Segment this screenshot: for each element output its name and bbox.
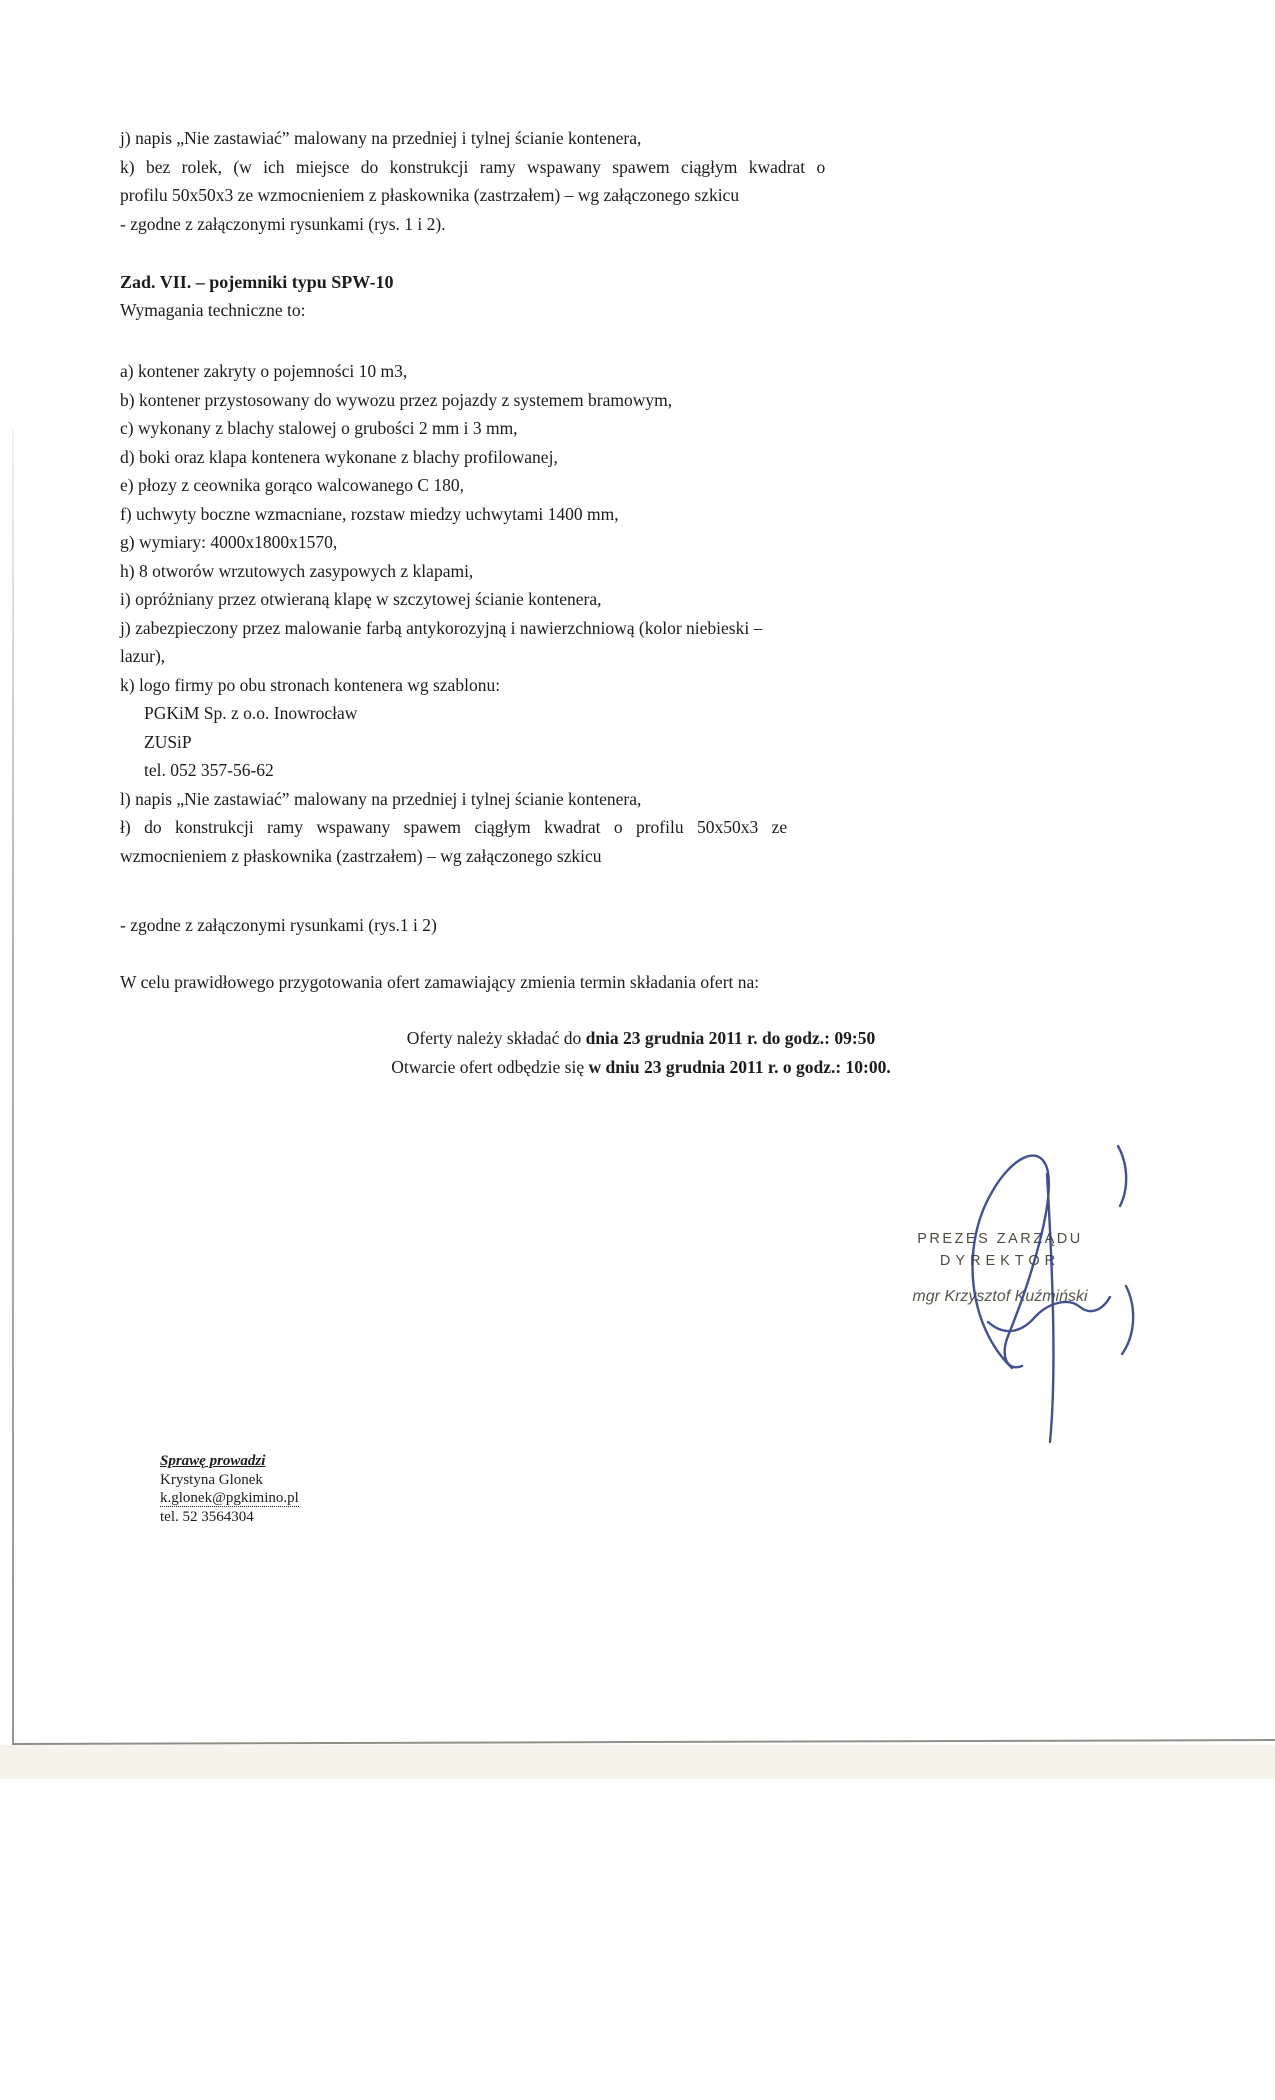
page-left-edge-line bbox=[12, 430, 14, 1746]
contact-phone: tel. 52 3564304 bbox=[160, 1508, 254, 1525]
spec-line-b: b) kontener przystosowany do wywozu przez pojazdy z systemem bramowym, bbox=[120, 389, 673, 410]
spec-line-a: a) kontener zakryty o pojemności 10 m3, bbox=[120, 361, 408, 381]
deadline-datetime: dnia 23 grudnia 2011 r. do godz.: 09:50 bbox=[585, 1028, 876, 1048]
spec-line-l-stroke-wrap: wzmocnieniem z płaskownika (zastrzałem) – wg załączonego szkicu bbox=[120, 845, 602, 866]
handwritten-signature bbox=[880, 1130, 1180, 1470]
spec-line-j: j) zabezpieczony przez malowanie farbą antykorozyjną i nawierzchniową (kolor niebieski – bbox=[120, 617, 763, 638]
contact-email: k.glonek@pgkimino.pl bbox=[160, 1490, 299, 1506]
signature-title-prezes: PREZES ZARZĄDU bbox=[917, 1231, 1083, 1247]
drawings-note: - zgodne z załączonymi rysunkami (rys.1 i 2) bbox=[120, 915, 437, 935]
spec-line-i: i) opróżniany przez otwieraną klapę w szczytowej ścianie kontenera, bbox=[120, 589, 602, 609]
intro-paragraph bbox=[120, 124, 1162, 238]
logo-zusip: ZUSiP bbox=[144, 731, 192, 752]
opening-datetime: w dniu 23 grudnia 2011 r. o godz.: 10:00. bbox=[588, 1057, 891, 1077]
spec-line-l: l) napis „Nie zastawiać” malowany na przedniej i tylnej ścianie kontenera, bbox=[120, 788, 642, 809]
deadline-line bbox=[120, 1024, 1162, 1053]
opening-prefix: Otwarcie ofert odbędzie się bbox=[391, 1057, 589, 1077]
spec-line-e: e) płozy z ceownika gorąco walcowanego C 180, bbox=[120, 475, 465, 495]
intro-line: j) napis „Nie zastawiać” malowany na przedniej i tylnej ścianie kontenera, bbox=[120, 128, 642, 148]
intro-line: - zgodne z załączonymi rysunkami (rys. 1 i 2). bbox=[120, 213, 446, 234]
spec-list bbox=[120, 357, 1162, 870]
deadline-prefix: Oferty należy składać do bbox=[406, 1028, 586, 1048]
spec-line-j-wrap: lazur), bbox=[120, 646, 166, 666]
logo-company-name: PGKiM Sp. z o.o. Inowrocław bbox=[144, 703, 358, 723]
contact-name: Krystyna Glonek bbox=[160, 1471, 263, 1488]
signature-name: mgr Krzysztof Kuźmiński bbox=[912, 1288, 1088, 1305]
logo-phone: tel. 052 357-56-62 bbox=[144, 760, 274, 780]
signature-title-dyrektor: DYREKTOR bbox=[939, 1253, 1061, 1269]
opening-line bbox=[120, 1053, 1162, 1082]
contact-block bbox=[160, 1452, 500, 1526]
intro-line: profilu 50x50x3 ze wzmocnieniem z płaskownika (zastrzałem) – wg załączonego szkicu bbox=[120, 185, 740, 205]
spec-line-k: k) logo firmy po obu stronach kontenera wg szablonu: bbox=[120, 674, 501, 695]
scanner-background-band bbox=[0, 1745, 1275, 1779]
spec-line-d: d) boki oraz klapa kontenera wykonane z blachy profilowanej, bbox=[120, 446, 558, 467]
spec-line-g: g) wymiary: 4000x1800x1570, bbox=[120, 532, 338, 552]
contact-heading: Sprawę prowadzi bbox=[160, 1453, 266, 1469]
intro-line: k) bez rolek, (w ich miejsce do konstrukcji ramy wspawany spawem ciągłym kwadrat o bbox=[120, 156, 826, 177]
spec-line-l-stroke: ł) do konstrukcji ramy wspawany spawem ciągłym kwadrat o profilu 50x50x3 ze bbox=[120, 817, 788, 837]
spec-line-h: h) 8 otworów wrzutowych zasypowych z klapami, bbox=[120, 560, 474, 581]
spec-line-c: c) wykonany z blachy stalowej o grubości 2 mm i 3 mm, bbox=[120, 418, 518, 438]
section-subheading: Wymagania techniczne to: bbox=[120, 300, 306, 320]
spec-line-f: f) uchwyty boczne wzmacniane, rozstaw miedzy uchwytami 1400 mm, bbox=[120, 503, 619, 524]
section-heading: Zad. VII. – pojemniki typu SPW-10 bbox=[120, 272, 394, 292]
change-notice: W celu prawidłowego przygotowania ofert zamawiający zmienia termin składania ofert na: bbox=[120, 972, 760, 992]
